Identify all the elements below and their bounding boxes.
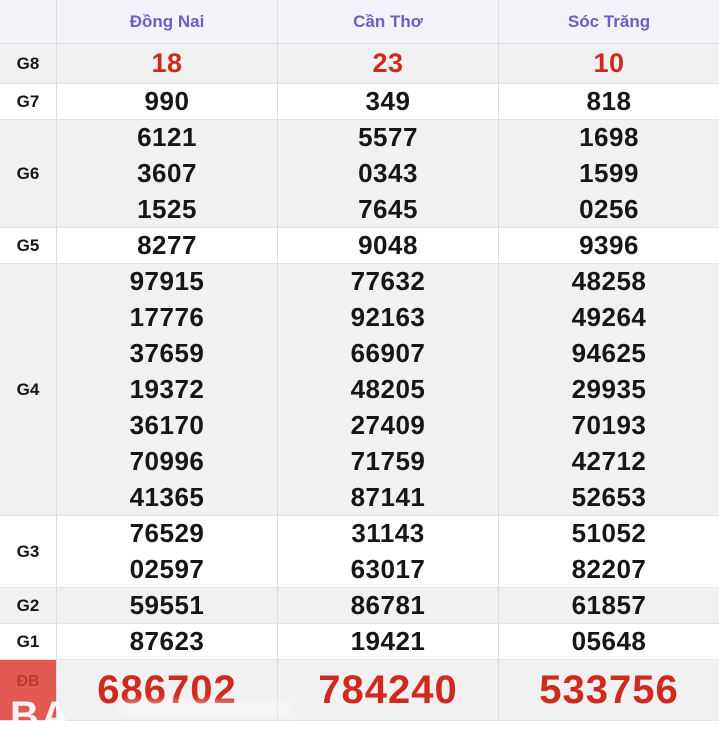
prize-label-g2: G2 — [0, 588, 57, 623]
prize-values-g4-soc-trang — [499, 264, 719, 515]
prize-number: 48205 — [350, 374, 426, 404]
prize-number: 63017 — [350, 553, 426, 584]
prize-values-g8-soc-trang — [499, 44, 719, 83]
prize-number: 8277 — [137, 230, 197, 260]
prize-number: 29935 — [571, 374, 647, 404]
prize-number: 784240 — [318, 667, 458, 712]
prize-values--b--ong-nai — [57, 660, 278, 720]
prize-values-g5-soc-trang — [499, 228, 719, 263]
prize-row-g7 — [0, 84, 719, 120]
prize-values-g5--ong-nai — [57, 228, 278, 263]
prize-label--b: ĐB — [0, 660, 57, 720]
prize-values-g2--ong-nai — [57, 588, 278, 623]
prize-number: 686702 — [97, 667, 237, 712]
prize-number: 6121 — [137, 122, 197, 153]
prize-number: 70193 — [571, 409, 647, 440]
prize-number: 19421 — [350, 626, 426, 656]
prize-number: 48258 — [571, 266, 647, 297]
prize-number: 3607 — [137, 158, 197, 188]
prize-number: 17776 — [129, 302, 205, 333]
prize-number: 82207 — [571, 553, 647, 584]
prize-values-g3-soc-trang — [499, 516, 719, 587]
prize-number: 10 — [593, 48, 625, 78]
prize-values-g7-can-tho — [278, 84, 499, 119]
prize-row-g4 — [0, 264, 719, 516]
prize-row--b — [0, 660, 719, 721]
prize-number: 818 — [586, 86, 632, 116]
prize-number: 27409 — [350, 409, 426, 440]
column-header--ong-nai[interactable]: Đồng Nai — [57, 0, 278, 43]
prize-number: 1525 — [137, 193, 197, 224]
prize-label-g4: G4 — [0, 264, 57, 515]
prize-values-g2-can-tho — [278, 588, 499, 623]
prize-values-g6-can-tho — [278, 120, 499, 227]
prize-label-g3: G3 — [0, 516, 57, 587]
prize-number: 31143 — [351, 518, 425, 549]
prize-number: 70996 — [129, 445, 205, 476]
prize-number: 990 — [144, 86, 190, 116]
prize-number: 349 — [365, 86, 411, 116]
prize-row-g2 — [0, 588, 719, 624]
prize-number: 5577 — [358, 122, 418, 153]
prize-number: 51052 — [571, 518, 647, 549]
prize-row-g6 — [0, 120, 719, 228]
prize-number: 86781 — [350, 590, 426, 620]
prize-number: 87141 — [350, 481, 426, 512]
prize-values-g1--ong-nai — [57, 624, 278, 659]
prize-values-g4-can-tho — [278, 264, 499, 515]
prize-number: 1599 — [579, 158, 639, 188]
prize-values-g3--ong-nai — [57, 516, 278, 587]
prize-number: 59551 — [129, 590, 205, 620]
prize-number: 61857 — [571, 590, 647, 620]
prize-values-g1-soc-trang — [499, 624, 719, 659]
prize-number: 41365 — [129, 481, 205, 512]
column-header-soc-trang[interactable]: Sóc Trăng — [567, 11, 651, 31]
prize-row-g1 — [0, 624, 719, 660]
prize-number: 77632 — [350, 266, 426, 297]
prize-values-g6--ong-nai — [57, 120, 278, 227]
table-header-row — [0, 0, 719, 44]
prize-number: 66907 — [350, 338, 426, 369]
prize-number: 05648 — [571, 626, 647, 656]
prize-label-g8: G8 — [0, 44, 57, 83]
prize-values-g7-soc-trang — [499, 84, 719, 119]
corner-cell — [0, 0, 57, 43]
column-header-can-tho[interactable]: Cần Thơ — [278, 0, 499, 43]
prize-number: 18 — [151, 48, 183, 78]
prize-number: 533756 — [539, 667, 679, 712]
prize-values-g1-can-tho — [278, 624, 499, 659]
prize-number: 76529 — [129, 518, 205, 549]
prize-number: 0256 — [579, 193, 639, 224]
prize-number: 94625 — [571, 338, 647, 369]
prize-values-g5-can-tho — [278, 228, 499, 263]
prize-number: 9048 — [358, 230, 418, 260]
prize-number: 87623 — [129, 626, 205, 656]
prize-number: 1698 — [579, 122, 639, 153]
prize-values-g8--ong-nai — [57, 44, 278, 83]
prize-values-g8-can-tho — [278, 44, 499, 83]
prize-label-g5: G5 — [0, 228, 57, 263]
prize-values-g7--ong-nai — [57, 84, 278, 119]
prize-values-g6-soc-trang — [499, 120, 719, 227]
prize-values-g4--ong-nai — [57, 264, 278, 515]
prize-number: 52653 — [571, 481, 647, 512]
table-body — [0, 44, 719, 721]
prize-number: 23 — [372, 48, 404, 78]
prize-number: 49264 — [571, 302, 647, 333]
prize-number: 42712 — [571, 445, 647, 476]
prize-number: 19372 — [129, 374, 205, 404]
prize-number: 02597 — [129, 553, 205, 584]
prize-label-g7: G7 — [0, 84, 57, 119]
prize-values--b-can-tho — [278, 660, 499, 720]
prize-row-g5 — [0, 228, 719, 264]
prize-number: 71759 — [350, 445, 426, 476]
prize-values-g3-can-tho — [278, 516, 499, 587]
prize-number: 9396 — [579, 230, 639, 260]
prize-label-g1: G1 — [0, 624, 57, 659]
prize-number: 0343 — [358, 158, 418, 188]
prize-label-g6: G6 — [0, 120, 57, 227]
prize-values--b-soc-trang — [499, 660, 719, 720]
prize-number: 97915 — [129, 266, 205, 297]
prize-number: 7645 — [358, 193, 418, 224]
prize-values-g2-soc-trang — [499, 588, 719, 623]
prize-row-g8 — [0, 44, 719, 84]
watermark-logo: BA — [10, 694, 72, 730]
prize-number: 92163 — [350, 302, 426, 333]
prize-number: 36170 — [129, 409, 205, 440]
prize-number: 37659 — [129, 338, 205, 369]
prize-row-g3 — [0, 516, 719, 588]
